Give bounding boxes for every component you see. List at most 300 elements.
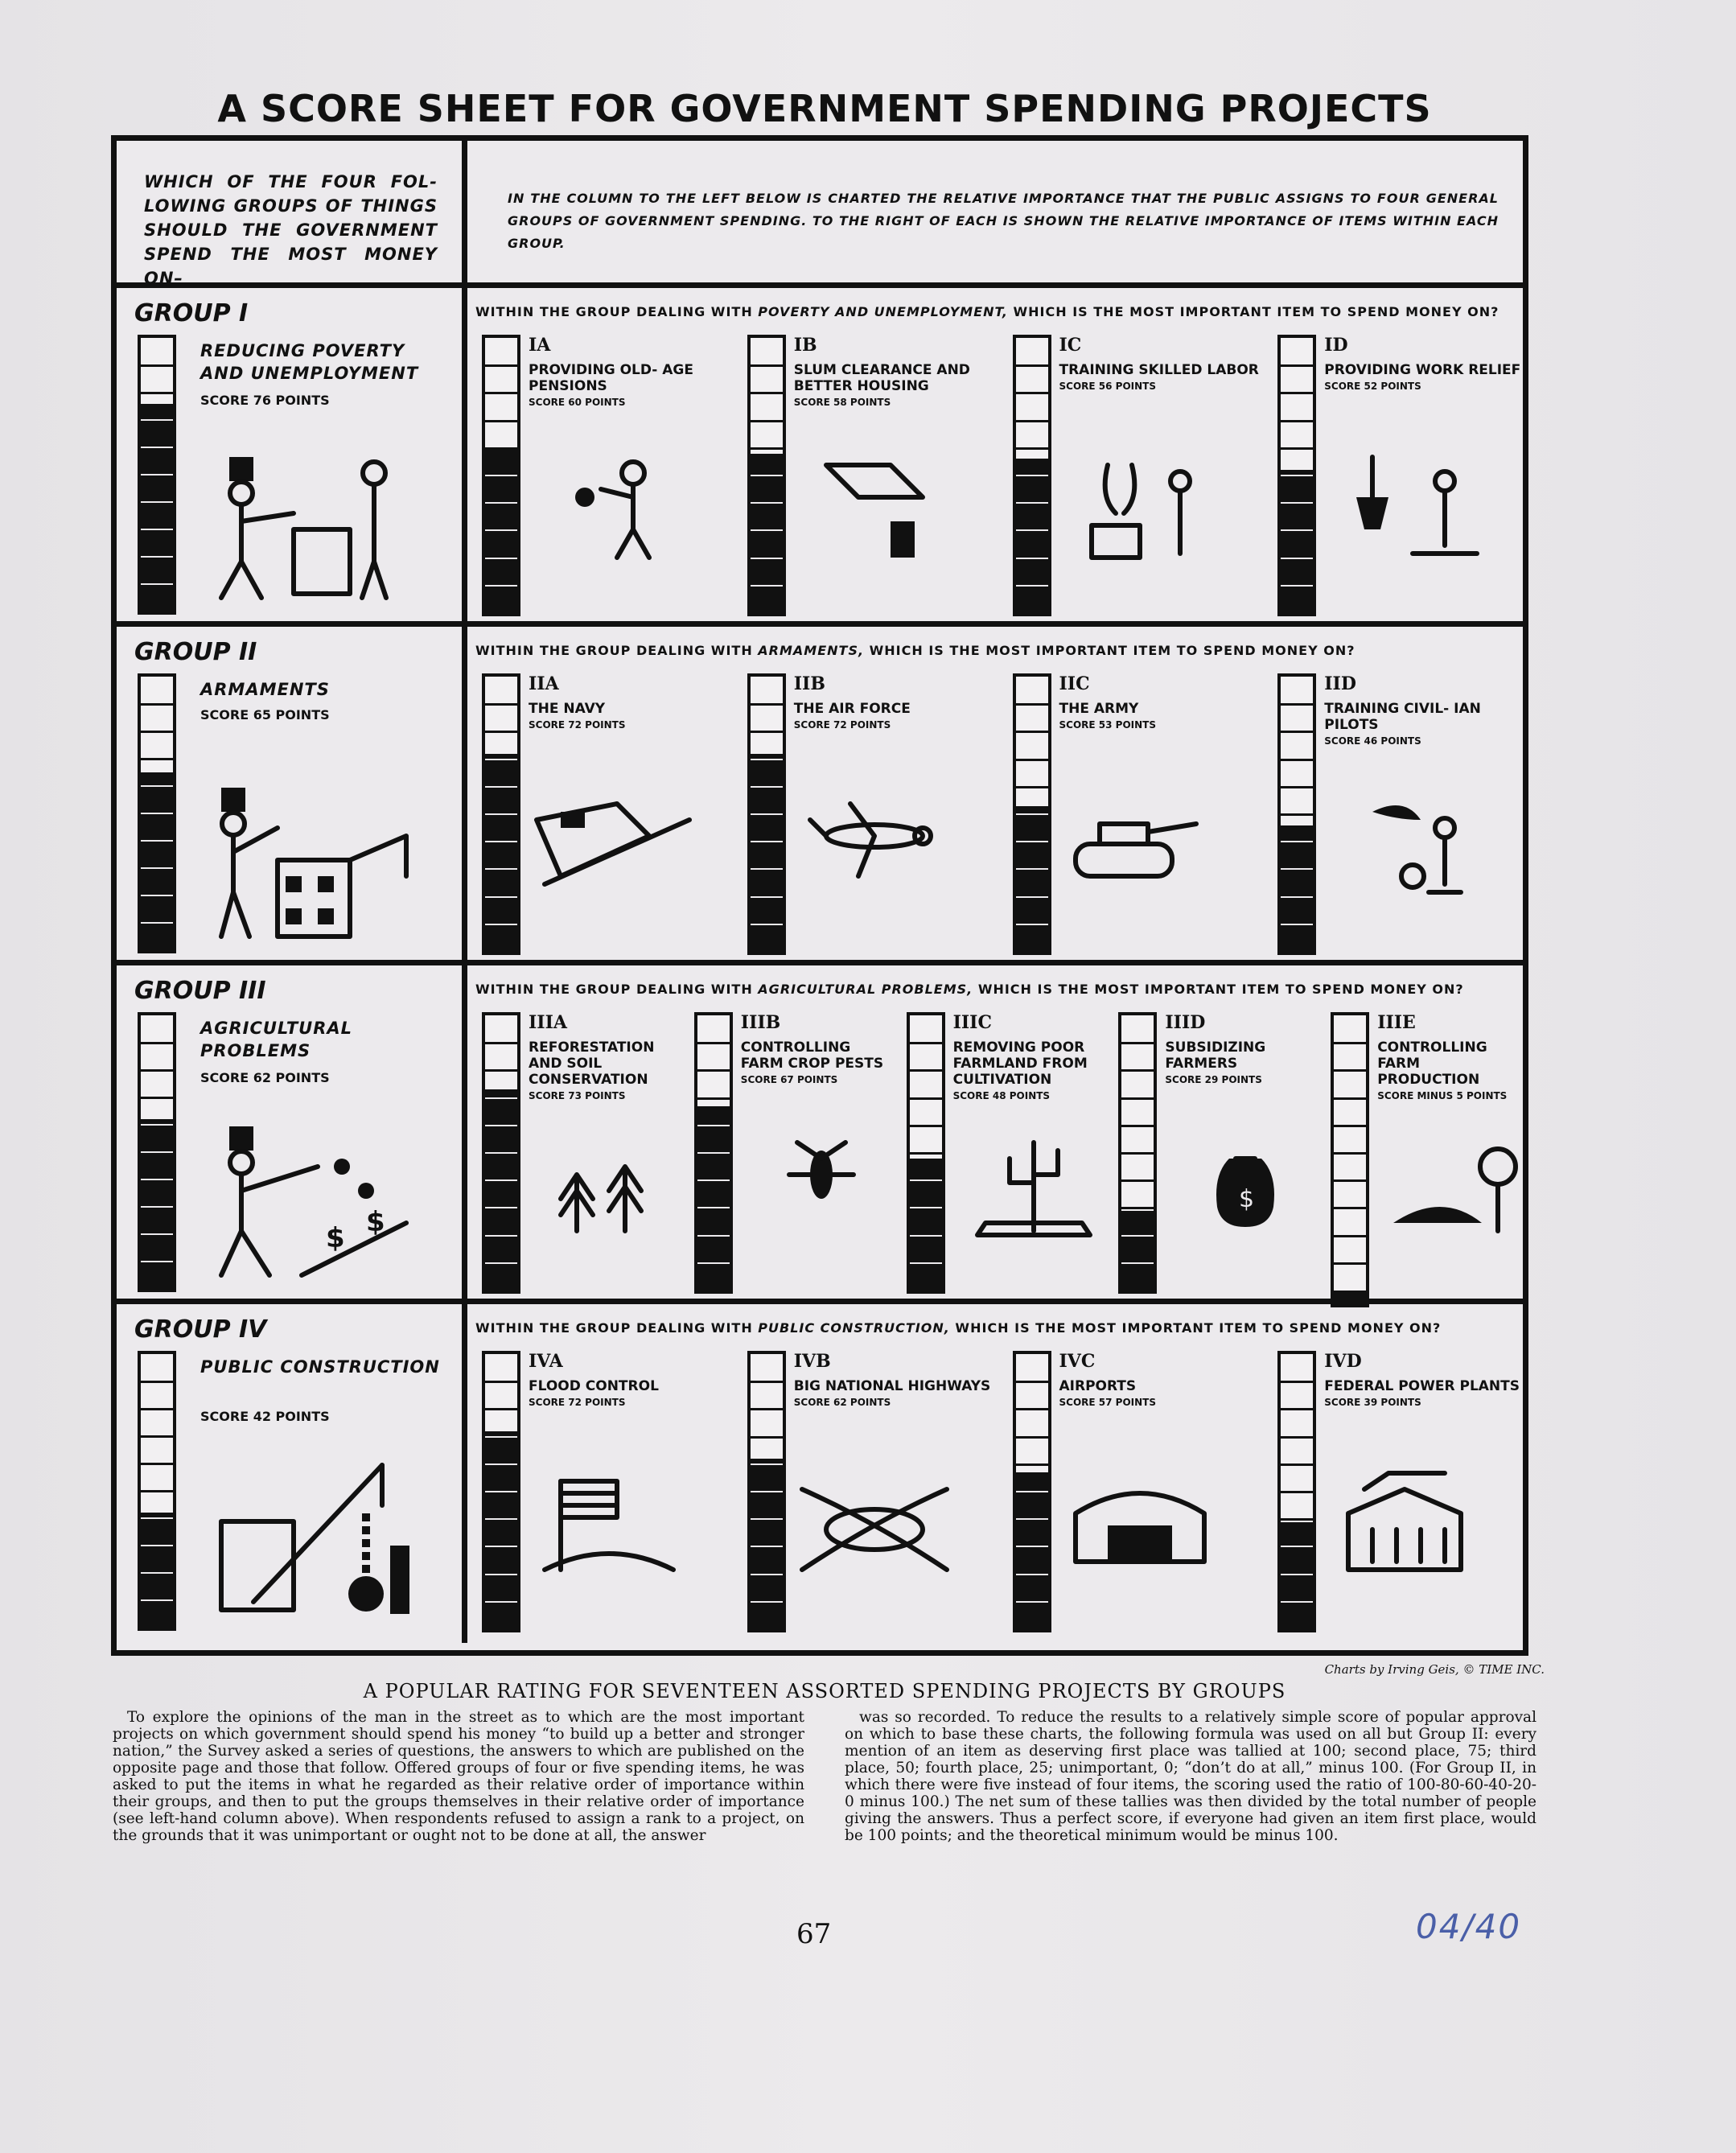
bar-segment-tick xyxy=(1334,1042,1366,1044)
bar-segment-tick xyxy=(697,1262,730,1264)
money-bag-icon xyxy=(1165,1126,1318,1242)
bar-segment-tick xyxy=(751,786,783,788)
bar-segment-tick xyxy=(1016,786,1048,788)
bar-segment-tick xyxy=(1281,731,1313,733)
bar-segment-tick xyxy=(910,1042,942,1044)
bar-segment-tick xyxy=(751,1463,783,1465)
bar-segment-tick xyxy=(1281,1381,1313,1383)
group-question xyxy=(475,304,1521,319)
bar-segment-tick xyxy=(1281,759,1313,761)
item-label-text: THE AIR FORCE xyxy=(793,701,911,717)
bar-segment-tick xyxy=(485,1518,517,1520)
bar-segment-tick xyxy=(1016,364,1048,367)
bar-segment-tick xyxy=(1334,1262,1366,1265)
item-label-text: AIRPORTS xyxy=(1059,1378,1137,1394)
header-question: WHICH OF THE FOUR FOL- LOWING GROUPS OF THINGS SHOULD THE GOVERNMENT SPEND THE MOST MONEY ON– xyxy=(117,141,467,288)
bar-segment-tick xyxy=(141,895,173,896)
item-label-text: SLUM CLEARANCE AND BETTER HOUSING xyxy=(793,362,970,394)
bar-segment-tick xyxy=(485,1262,517,1264)
group-name: GROUP IV xyxy=(134,1315,267,1344)
item-score-label: SCORE 46 POINTS xyxy=(1324,735,1421,747)
question-suffix: WHICH IS THE MOST IMPORTANT ITEM TO SPEND MONEY ON? xyxy=(955,1320,1442,1336)
item-label xyxy=(1059,1378,1261,1410)
group-score-bar xyxy=(138,1012,176,1292)
item-score-label: SCORE 60 POINTS xyxy=(529,397,626,408)
item-score-bar xyxy=(1277,673,1316,955)
bar-segment-tick xyxy=(485,759,517,760)
group-question xyxy=(475,643,1521,658)
bar-segment-tick xyxy=(751,420,783,422)
item-label-text: REMOVING POOR FARMLAND FROM CULTIVATION xyxy=(952,1039,1088,1088)
power-plant-icon xyxy=(1324,1465,1485,1581)
bar-segment-tick xyxy=(1016,924,1048,925)
bar-segment-tick xyxy=(141,474,173,475)
item-label xyxy=(529,1378,730,1410)
bar-segment-tick xyxy=(751,841,783,842)
item-label xyxy=(794,701,995,733)
bar-segment-tick xyxy=(1281,420,1313,422)
bar-segment-tick xyxy=(141,1124,173,1126)
bar-segment-tick xyxy=(485,1097,517,1099)
bar-fill xyxy=(1281,470,1313,613)
item-code: IIID xyxy=(1165,1012,1206,1033)
group-name: GROUP III xyxy=(134,977,266,1005)
bar-segment-tick xyxy=(1281,924,1313,925)
bar-segment-tick xyxy=(1121,1235,1154,1237)
bar-segment-tick xyxy=(751,502,783,504)
bar-segment-tick xyxy=(141,1517,173,1519)
bar-segment-tick xyxy=(141,1206,173,1208)
bar-segment-tick xyxy=(1016,841,1048,842)
item-label xyxy=(1324,701,1525,749)
bar-segment-tick xyxy=(910,1207,942,1208)
bar-segment-tick xyxy=(485,1207,517,1208)
item-label-text: REFORESTATION AND SOIL CONSERVATION xyxy=(529,1039,655,1088)
bar-segment-tick xyxy=(1121,1042,1154,1044)
group-title: PUBLIC CONSTRUCTION xyxy=(200,1357,440,1377)
bar-segment-tick xyxy=(910,1152,942,1155)
item-score-label: SCORE MINUS 5 POINTS xyxy=(1377,1090,1508,1101)
bar-segment-tick xyxy=(1016,1463,1048,1466)
bar-segment-tick xyxy=(485,868,517,870)
item-score-bar xyxy=(482,1351,520,1632)
item-label xyxy=(1324,362,1525,394)
bar-segment-tick xyxy=(1334,1097,1366,1100)
bar-segment-tick xyxy=(751,1491,783,1492)
group-items-cell xyxy=(467,1304,1523,1643)
bar-segment-tick xyxy=(1281,585,1313,587)
bar-segment-tick xyxy=(1016,1436,1048,1439)
group-score-label: SCORE 76 POINTS xyxy=(200,393,330,408)
bar-segment-tick xyxy=(751,1546,783,1547)
item-label xyxy=(529,701,730,733)
item-score-label: SCORE 56 POINTS xyxy=(1059,381,1156,392)
bar-segment-tick xyxy=(141,1381,173,1383)
shovel-icon xyxy=(1324,449,1485,565)
bar-segment-tick xyxy=(1016,585,1048,587)
item-label xyxy=(1377,1039,1525,1104)
item-score-bar xyxy=(747,1351,786,1632)
bar-segment-tick xyxy=(1281,868,1313,870)
question-suffix: WHICH IS THE MOST IMPORTANT ITEM TO SPEND MONEY ON? xyxy=(869,643,1355,658)
bar-segment-tick xyxy=(751,447,783,450)
bar-fill xyxy=(751,1459,783,1629)
bar-segment-tick xyxy=(141,392,173,394)
handwritten-note: 04/40 xyxy=(1416,1907,1522,1946)
bar-segment-tick xyxy=(1281,392,1313,394)
item-code: IIC xyxy=(1059,673,1090,694)
bar-segment-tick xyxy=(1016,1408,1048,1410)
item-code: IIA xyxy=(529,673,559,694)
bar-segment-tick xyxy=(485,1179,517,1181)
bar-fill xyxy=(1016,1472,1048,1629)
tree-icon xyxy=(529,1126,681,1242)
steam-shovel-icon xyxy=(205,1457,414,1621)
bar-segment-tick xyxy=(485,585,517,587)
bar-segment-tick xyxy=(141,364,173,367)
bar-segment-tick xyxy=(697,1179,730,1181)
bar-segment-tick xyxy=(751,1408,783,1410)
bar-fill xyxy=(141,1119,173,1289)
bar-segment-tick xyxy=(751,558,783,559)
bar-segment-tick xyxy=(485,1235,517,1237)
item-code: IB xyxy=(793,335,817,356)
bar-segment-tick xyxy=(1016,813,1048,815)
bar-segment-tick xyxy=(1121,1207,1154,1209)
bar-segment-tick xyxy=(141,447,173,448)
group-name: GROUP I xyxy=(134,299,249,327)
bar-segment-tick xyxy=(1121,1179,1154,1182)
bar-segment-tick xyxy=(1281,786,1313,788)
uncle-sam-sowing-icon xyxy=(205,1118,414,1282)
item-score-label: SCORE 29 POINTS xyxy=(1165,1074,1262,1085)
bar-segment-tick xyxy=(141,1408,173,1410)
bar-fill xyxy=(485,1089,517,1291)
bar-segment-tick xyxy=(751,585,783,587)
bar-segment-tick xyxy=(485,813,517,815)
group-summary-cell xyxy=(117,627,467,960)
page-number: 67 xyxy=(796,1918,832,1950)
item-label xyxy=(1059,701,1261,733)
bar-segment-tick xyxy=(751,392,783,394)
tank-icon xyxy=(1059,788,1220,904)
item-code: IID xyxy=(1324,673,1356,694)
bar-segment-tick xyxy=(1121,1262,1154,1264)
bar-segment-tick xyxy=(1281,364,1313,367)
bar-segment-tick xyxy=(141,1490,173,1492)
bar-segment-tick xyxy=(141,703,173,706)
bar-segment-tick xyxy=(1016,759,1048,761)
item-score-label: SCORE 62 POINTS xyxy=(793,1397,891,1408)
group-row xyxy=(117,965,1523,1304)
question-prefix: WITHIN THE GROUP DEALING WITH xyxy=(475,1320,753,1336)
bar-segment-tick xyxy=(751,868,783,870)
item-label-text: FLOOD CONTROL xyxy=(529,1378,659,1394)
bar-segment-tick xyxy=(751,731,783,733)
svg-text:$: $ xyxy=(1239,1185,1255,1213)
group-items-cell xyxy=(467,627,1523,960)
bar-segment-tick xyxy=(751,759,783,760)
chart-credit: Charts by Irving Geis, © TIME INC. xyxy=(1324,1662,1545,1677)
group-summary-cell xyxy=(117,288,467,621)
question-suffix: WHICH IS THE MOST IMPORTANT ITEM TO SPEND MONEY ON? xyxy=(977,982,1464,997)
question-topic: POVERTY AND UNEMPLOYMENT, xyxy=(758,304,1008,319)
item-label xyxy=(1324,1378,1525,1410)
uncle-sam-factory-icon xyxy=(205,780,414,944)
item-score-bar xyxy=(907,1012,945,1294)
group-question xyxy=(475,982,1521,997)
bar-segment-tick xyxy=(485,1069,517,1072)
bar-segment-tick xyxy=(1016,392,1048,394)
plant-icon xyxy=(1377,1126,1530,1242)
bar-segment-tick xyxy=(141,1097,173,1099)
bar-segment-tick xyxy=(751,364,783,367)
bar-segment-tick xyxy=(141,1572,173,1574)
bar-segment-tick xyxy=(1334,1152,1366,1155)
item-label xyxy=(1165,1039,1313,1088)
bar-segment-tick xyxy=(910,1262,942,1264)
bar-fill xyxy=(1281,1522,1313,1629)
bar-segment-tick xyxy=(751,1601,783,1603)
bar-segment-tick xyxy=(1016,502,1048,504)
bar-segment-tick xyxy=(1281,1491,1313,1493)
bar-segment-tick xyxy=(485,1601,517,1603)
item-code: IVD xyxy=(1324,1351,1362,1372)
bar-segment-tick xyxy=(485,841,517,842)
item-code: IIB xyxy=(793,673,825,694)
item-score-label: SCORE 58 POINTS xyxy=(793,397,891,408)
bar-segment-tick xyxy=(1016,1546,1048,1547)
bar-segment-tick xyxy=(141,501,173,503)
question-prefix: WITHIN THE GROUP DEALING WITH xyxy=(475,304,753,319)
bar-fill xyxy=(141,404,173,611)
item-score-label: SCORE 39 POINTS xyxy=(1324,1397,1421,1408)
item-code: IIIB xyxy=(740,1012,781,1033)
item-label-text: TRAINING CIVIL- IAN PILOTS xyxy=(1324,701,1481,733)
item-score-label: SCORE 57 POINTS xyxy=(1059,1397,1156,1408)
building-icon xyxy=(794,449,955,565)
bar-segment-tick xyxy=(1334,1125,1366,1127)
bar-segment-tick xyxy=(697,1207,730,1208)
bar-segment-tick xyxy=(1281,1463,1313,1466)
item-score-bar xyxy=(1277,1351,1316,1632)
item-code: IIIE xyxy=(1377,1012,1416,1033)
item-label-text: BIG NATIONAL HIGHWAYS xyxy=(793,1378,991,1394)
item-label xyxy=(529,1039,677,1104)
bar-segment-tick xyxy=(697,1235,730,1237)
item-score-bar xyxy=(1277,335,1316,616)
bar-segment-tick xyxy=(141,583,173,585)
bar-segment-tick xyxy=(485,731,517,733)
item-code: IVA xyxy=(529,1351,563,1372)
bar-fill xyxy=(1016,459,1048,613)
bar-segment-tick xyxy=(485,1125,517,1126)
question-topic: ARMAMENTS, xyxy=(758,643,865,658)
bar-segment-tick xyxy=(697,1042,730,1044)
item-score-bar xyxy=(747,335,786,616)
item-score-bar xyxy=(1013,1351,1051,1632)
bar-segment-tick xyxy=(1016,420,1048,422)
bar-segment-tick xyxy=(1281,1601,1313,1603)
item-label-text: THE NAVY xyxy=(529,701,606,717)
bar-segment-tick xyxy=(141,419,173,421)
item-label xyxy=(529,362,730,410)
bar-segment-tick xyxy=(485,1574,517,1575)
bar-segment-tick xyxy=(141,922,173,924)
bar-segment-tick xyxy=(485,1546,517,1547)
item-code: IA xyxy=(529,335,551,356)
bar-segment-tick xyxy=(1016,475,1048,476)
bar-segment-tick xyxy=(1281,502,1313,504)
bar-segment-tick xyxy=(485,703,517,706)
item-score-label: SCORE 67 POINTS xyxy=(740,1074,838,1085)
bar-segment-tick xyxy=(697,1097,730,1100)
item-label-text: CONTROLLING FARM PRODUCTION xyxy=(1377,1039,1487,1088)
bar-segment-tick xyxy=(141,840,173,842)
bar-segment-tick xyxy=(141,867,173,869)
bar-segment-tick xyxy=(1016,1574,1048,1575)
bar-segment-tick xyxy=(1281,1436,1313,1439)
bar-segment-tick xyxy=(910,1125,942,1127)
bar-segment-tick xyxy=(141,813,173,814)
item-label xyxy=(794,362,995,410)
bar-segment-tick xyxy=(141,731,173,733)
bar-segment-tick xyxy=(141,1599,173,1601)
bar-segment-tick xyxy=(485,1381,517,1383)
header-note: IN THE COLUMN TO THE LEFT BELOW IS CHARTED THE RELATIVE IMPORTANCE THAT THE PUBLIC ASSIGNS TO FOUR GENERAL GROUPS OF GOVERNMENT SPENDING. TO THE RIGHT OF EACH IS SHOWN THE RELATIVE IMPORTANCE OF ITEMS WITHIN EACH GROUP. xyxy=(467,141,1523,288)
group-score-bar xyxy=(138,335,176,615)
group-summary-cell xyxy=(117,965,467,1299)
bar-segment-tick xyxy=(141,1261,173,1262)
item-score-bar xyxy=(482,673,520,955)
group-items-cell xyxy=(467,288,1523,621)
bar-segment-tick xyxy=(1121,1097,1154,1100)
uncle-sam-desk-icon xyxy=(205,441,414,605)
bar-fill xyxy=(910,1159,942,1291)
bar-segment-tick xyxy=(485,502,517,504)
item-score-bar xyxy=(1118,1012,1157,1294)
page-title: A SCORE SHEET FOR GOVERNMENT SPENDING PROJECTS xyxy=(217,87,1432,130)
bar-segment-tick xyxy=(1334,1207,1366,1209)
bar-segment-tick xyxy=(1281,475,1313,476)
airplane-icon xyxy=(794,788,955,904)
item-code: IIIA xyxy=(529,1012,567,1033)
group-items-cell xyxy=(467,965,1523,1299)
bar-segment-tick xyxy=(485,1463,517,1465)
bar-segment-tick xyxy=(1016,529,1048,531)
bar-fill xyxy=(485,1431,517,1629)
hangar-icon xyxy=(1059,1465,1220,1581)
item-score-label: SCORE 48 POINTS xyxy=(952,1090,1051,1101)
bar-segment-tick xyxy=(141,1463,173,1465)
item-score-label: SCORE 53 POINTS xyxy=(1059,719,1156,731)
bar-segment-tick xyxy=(1016,1518,1048,1520)
bar-segment-tick xyxy=(141,758,173,760)
bar-segment-tick xyxy=(1016,1491,1048,1492)
bar-segment-tick xyxy=(141,785,173,787)
group-row xyxy=(117,288,1523,627)
bar-segment-tick xyxy=(485,1491,517,1492)
bar-segment-tick xyxy=(697,1152,730,1154)
bar-segment-tick xyxy=(910,1235,942,1237)
group-title: AGRICULTURAL PROBLEMS xyxy=(200,1019,353,1060)
bar-segment-tick xyxy=(485,896,517,898)
group-title: ARMAMENTS xyxy=(200,680,330,699)
item-score-bar xyxy=(1013,335,1051,616)
bar-segment-tick xyxy=(1281,1574,1313,1575)
bar-segment-tick xyxy=(1281,841,1313,842)
bar-segment-tick xyxy=(485,786,517,788)
item-label-text: SUBSIDIZING FARMERS xyxy=(1165,1039,1266,1072)
bar-segment-tick xyxy=(751,1436,783,1439)
item-code: IIIC xyxy=(952,1012,992,1033)
bar-segment-tick xyxy=(1121,1125,1154,1127)
item-score-label: SCORE 72 POINTS xyxy=(529,719,626,731)
bar-segment-tick xyxy=(1016,703,1048,706)
bar-segment-tick xyxy=(1281,896,1313,898)
item-label xyxy=(1059,362,1261,394)
bar-segment-tick xyxy=(1334,1069,1366,1072)
bar-fill xyxy=(1016,806,1048,952)
ship-icon xyxy=(529,788,689,904)
group-row xyxy=(117,627,1523,965)
item-code: IC xyxy=(1059,335,1082,356)
bar-fill xyxy=(751,754,783,952)
bar-segment-tick xyxy=(910,1069,942,1072)
question-prefix: WITHIN THE GROUP DEALING WITH xyxy=(475,643,753,658)
bar-segment-tick xyxy=(751,924,783,925)
bar-segment-tick xyxy=(141,1069,173,1072)
bar-segment-tick xyxy=(1016,1381,1048,1383)
bar-segment-tick xyxy=(1281,1408,1313,1410)
bar-segment-tick xyxy=(1281,1518,1313,1521)
item-score-bar xyxy=(482,335,520,616)
score-sheet-chart xyxy=(111,135,1528,1656)
bar-segment-tick xyxy=(751,813,783,815)
bar-fill xyxy=(141,1513,173,1628)
pilot-icon xyxy=(1324,788,1485,904)
item-label-text: FEDERAL POWER PLANTS xyxy=(1324,1378,1520,1394)
bar-segment-tick xyxy=(141,1233,173,1235)
group-score-label: SCORE 62 POINTS xyxy=(200,1070,330,1085)
bar-segment-tick xyxy=(141,1151,173,1153)
bar-segment-tick xyxy=(485,924,517,925)
item-label-text: PROVIDING OLD- AGE PENSIONS xyxy=(529,362,693,394)
group-score-label: SCORE 65 POINTS xyxy=(200,707,330,722)
bar-segment-tick xyxy=(1281,558,1313,559)
group-summary-cell xyxy=(117,1304,467,1643)
body-text-left: To explore the opinions of the man in the street as to which are the most important projects on which government should spend his money “to build up a better and stronger nation,” the Survey asked a series of questions, the answers to which are published on the opposite page and those that follow. Offered groups of four or five spending items, he was asked to put the items in what he regarded as their relative order of importance within their groups, and then to put the groups themselves in their relative order of importance (see left-hand column above). When respondents refused to assign a rank to a project, on the grounds that it was unimportant or ought not to be done at all, the answer xyxy=(113,1709,804,1844)
person-icon xyxy=(529,449,689,565)
tools-icon xyxy=(1059,449,1220,565)
bar-segment-tick xyxy=(751,1518,783,1520)
bar-segment-tick xyxy=(485,529,517,531)
item-score-bar xyxy=(1331,1012,1369,1294)
group-score-bar xyxy=(138,1351,176,1631)
question-prefix: WITHIN THE GROUP DEALING WITH xyxy=(475,982,753,997)
bar-segment-tick xyxy=(485,364,517,367)
bar-segment-tick xyxy=(751,475,783,476)
item-label xyxy=(741,1039,889,1088)
bar-segment-tick xyxy=(697,1125,730,1126)
bar-segment-tick xyxy=(1281,529,1313,531)
bar-segment-tick xyxy=(141,1042,173,1044)
item-label-text: TRAINING SKILLED LABOR xyxy=(1059,362,1259,378)
bar-segment-tick xyxy=(1281,447,1313,450)
bar-segment-tick xyxy=(485,1152,517,1154)
bar-segment-tick xyxy=(141,1179,173,1180)
bar-fill xyxy=(485,754,517,952)
